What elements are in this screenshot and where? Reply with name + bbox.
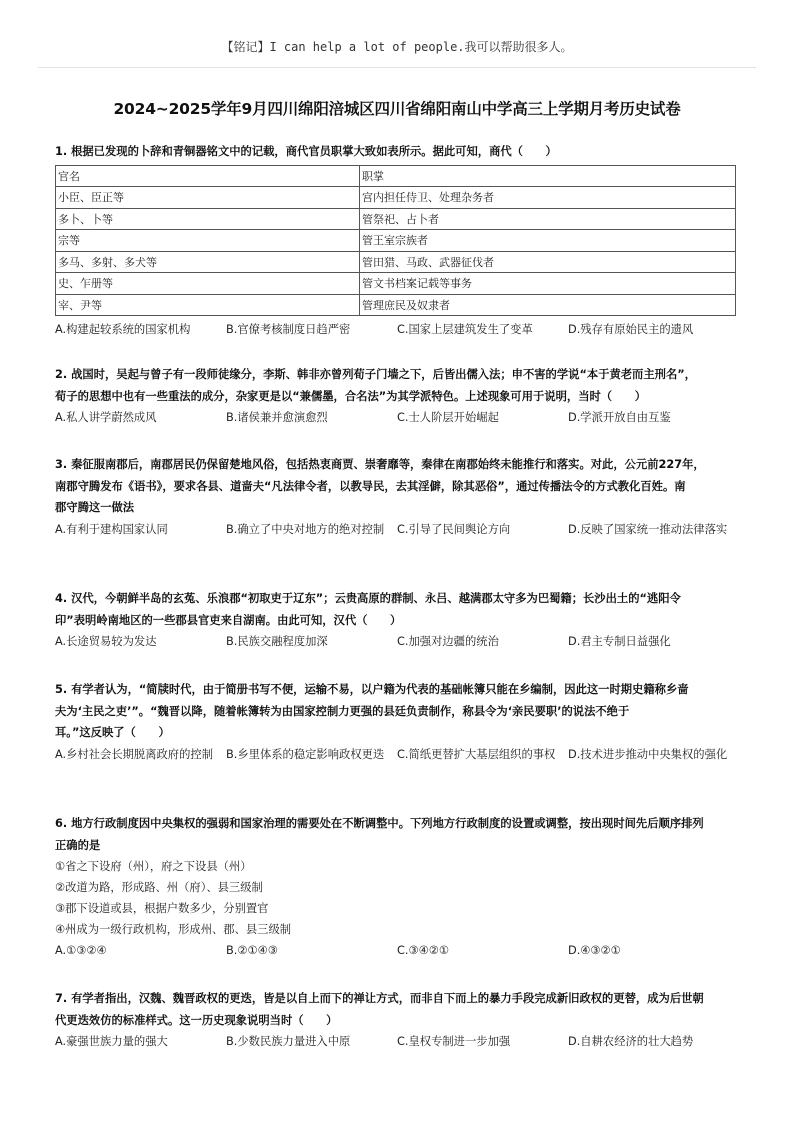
table-row [56, 187, 736, 209]
option-c[interactable]: C. 引导了民间舆论方向 [397, 522, 511, 536]
table-cell: 管田猎、马政、武器征伐者 [360, 251, 736, 273]
table-cell: 宫内担任侍卫、处理杂务者 [360, 187, 736, 209]
answer-options [55, 1031, 745, 1053]
question-stem-line: 6. 地方行政制度因中央集权的强弱和国家治理的需要处在不断调整中。下列地方行政制度的设置或调整，按出现时间先后顺序排列 [55, 817, 704, 830]
table-row [56, 294, 736, 316]
question-stem-line: 郡守腾这一做法 [55, 501, 135, 514]
official-duties-table [55, 165, 736, 317]
option-b[interactable]: B. 确立了中央对地方的绝对控制 [226, 522, 385, 536]
statement-item: ④州成为一级行政机构，形成州、郡、县三级制 [55, 923, 292, 936]
option-a[interactable]: A. 构建起较系统的国家机构 [55, 323, 191, 336]
question-5 [55, 679, 745, 765]
table-cell: 管文书档案记载等事务 [360, 273, 736, 295]
option-d[interactable]: D. ④③②① [568, 944, 621, 957]
table-header-cell: 职掌 [360, 165, 736, 187]
table-cell: 管理庶民及奴隶者 [360, 294, 736, 316]
option-b[interactable]: B. 诸侯兼并愈演愈烈 [226, 411, 328, 424]
question-stem-line: 4. 汉代，今朝鲜半岛的玄菟、乐浪郡“初取吏于辽东”；云贵高原的群制、永吕、越满郡太守多为巴蜀籍；长沙出土的“逃阳令 [55, 592, 681, 605]
statement-item: ③郡下设道或县，根据户数多少，分别置官 [55, 902, 269, 915]
question-stem-line: 印”表明岭南地区的一些郡县官吏来自湖南。由此可知，汉代（ ） [55, 613, 402, 627]
question-stem-line: 耳。”这反映了（ ） [55, 726, 170, 739]
option-a[interactable]: A. ①③②④ [55, 944, 107, 957]
statement-item: ②改道为路，形成路、州（府）、县三级制 [55, 881, 263, 894]
question-stem-line: 7. 有学者指出，汉魏、魏晋政权的更迭，皆是以自上而下的禅让方式，而非自下而上的暴力手段完成新旧政权的更替，成为后世朝 [55, 992, 704, 1005]
option-c[interactable]: C. 加强对边疆的统治 [397, 635, 499, 648]
option-c[interactable]: C. 士人阶层开始崛起 [397, 411, 499, 424]
question-stem-line: 夫为‘主民之吏’”。“魏晋以降，随着帐簿转为由国家控制力更强的县廷负责制作，称县令为‘亲民要职’的说法不绝于 [55, 704, 630, 718]
option-d[interactable]: D. 学派开放自由互鉴 [568, 411, 671, 424]
table-row [56, 230, 736, 252]
table-cell: 宰、尹等 [56, 294, 360, 316]
statement-item: ①省之下设府（州），府之下设县（州） [55, 860, 252, 873]
table-row [56, 273, 736, 295]
option-d[interactable]: D. 残存有原始民主的遗风 [568, 323, 694, 336]
table-header-cell: 官名 [56, 165, 360, 187]
table-cell: 管王室宗族者 [360, 230, 736, 252]
option-d[interactable]: D. 反映了国家统一推动法律落实 [568, 522, 728, 536]
header-divider [38, 67, 756, 68]
option-c[interactable]: C. 简纸更替扩大基层组织的事权 [397, 747, 556, 761]
question-stem: 1. 根据已发现的卜辞和青铜器铭文中的记载，商代官员职掌大致如表所示。据此可知，商代（ ） [55, 145, 557, 158]
answer-options [55, 407, 745, 429]
question-stem-line: 正确的是 [55, 838, 101, 852]
option-c[interactable]: C. 国家上层建筑发生了变革 [397, 323, 533, 336]
page-title: 2024~2025学年9月四川绵阳涪城区四川省绵阳南山中学高三上学期月考历史试卷 [113, 100, 681, 118]
question-1 [55, 141, 745, 341]
question-stem-line: 代更迭效仿的标准样式。这一历史现象说明当时（ ） [55, 1013, 338, 1027]
question-stem-line: 2. 战国时，吴起与曾子有一段师徒缘分，李斯、韩非亦曾列荀子门墙之下，后皆出儒入法；申不害的学说“本于黄老而主刑名”， [55, 368, 696, 381]
question-stem-line: 3. 秦征服南郡后，南郡居民仍保留楚地风俗，包括热衷商贾、崇奢靡等，秦律在南郡始终未能推行和落实。对此，公元前227年， [55, 458, 705, 471]
header-motto: 【铭记】I can help a lot of people.我可以帮助很多人。 [221, 40, 573, 54]
option-d[interactable]: D. 技术进步推动中央集权的强化 [568, 747, 728, 761]
option-d[interactable]: D. 君主专制日益强化 [568, 635, 671, 648]
option-a[interactable]: A. 长途贸易较为发达 [55, 635, 157, 648]
question-stem-line: 5. 有学者认为，“简牍时代，由于简册书写不便，运输不易，以户籍为代表的基础帐簿只能在乡编制，因此这一时期史籍称乡啬 [55, 683, 689, 696]
option-c[interactable]: C. ③④②① [397, 944, 449, 957]
table-header-row [56, 165, 736, 187]
option-a[interactable]: A. 豪强世族力量的强大 [55, 1035, 168, 1048]
question-2 [55, 364, 745, 429]
question-4 [55, 588, 745, 653]
answer-options [55, 319, 745, 341]
option-a[interactable]: A. 有利于建构国家认同 [55, 522, 168, 536]
option-b[interactable]: B. 少数民族力量进入中原 [226, 1035, 351, 1048]
table-cell: 宗等 [56, 230, 360, 252]
question-3 [55, 454, 745, 540]
option-a[interactable]: A. 私人讲学蔚然成风 [55, 411, 157, 424]
option-b[interactable]: B. 官僚考核制度日趋严密 [226, 323, 351, 336]
option-b[interactable]: B. 乡里体系的稳定影响政权更迭 [226, 747, 385, 761]
option-d[interactable]: D. 自耕农经济的壮大趋势 [568, 1035, 694, 1048]
question-7 [55, 988, 745, 1053]
answer-options [55, 744, 745, 766]
table-row [56, 208, 736, 230]
option-b[interactable]: B. 民族交融程度加深 [226, 635, 328, 648]
table-row [56, 251, 736, 273]
question-stem-line: 南郡守腾发布《语书》，要求各县、道啬夫“凡法律令者，以教导民，去其淫僻，除其恶俗”，通过传播法令的方式教化百姓。南 [55, 479, 686, 493]
table-cell: 管祭祀、占卜者 [360, 208, 736, 230]
question-stem-line: 荀子的思想中也有一些重法的成分，杂家更是以“兼儒墨，合名法”为其学派特色。上述现象可用于说明，当时（ ） [55, 389, 646, 403]
question-6 [55, 813, 745, 962]
answer-options [55, 631, 745, 653]
option-c[interactable]: C. 皇权专制进一步加强 [397, 1035, 511, 1048]
table-cell: 史、乍册等 [56, 273, 360, 295]
table-cell: 多卜、卜等 [56, 208, 360, 230]
option-a[interactable]: A. 乡村社会长期脱离政府的控制 [55, 747, 213, 761]
answer-options [55, 519, 745, 541]
answer-options [55, 940, 745, 962]
table-cell: 多马、多射、多犬等 [56, 251, 360, 273]
table-cell: 小臣、臣正等 [56, 187, 360, 209]
option-b[interactable]: B. ②①④③ [226, 944, 278, 957]
